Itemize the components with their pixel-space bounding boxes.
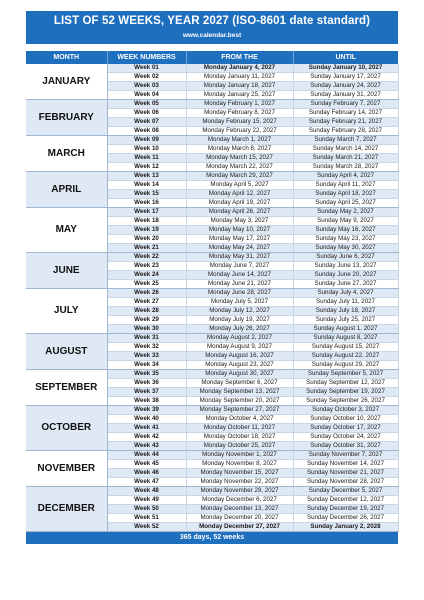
- from-date-cell: Monday March 22, 2027: [186, 163, 293, 172]
- until-date-cell: Sunday August 8, 2027: [293, 334, 398, 343]
- week-number-cell: Week 06: [107, 109, 186, 118]
- from-date-cell: Monday October 18, 2027: [186, 433, 293, 442]
- until-date-cell: Sunday February 7, 2027: [293, 100, 398, 109]
- week-number-cell: Week 05: [107, 100, 186, 109]
- from-date-cell: Monday April 26, 2027: [186, 208, 293, 217]
- from-date-cell: Monday April 12, 2027: [186, 190, 293, 199]
- until-date-cell: Sunday August 1, 2027: [293, 325, 398, 334]
- until-date-cell: Sunday January 10, 2027: [293, 64, 398, 73]
- week-number-cell: Week 21: [107, 244, 186, 253]
- table-row: [26, 253, 398, 262]
- until-date-cell: Sunday March 28, 2027: [293, 163, 398, 172]
- from-date-cell: Monday May 31, 2027: [186, 253, 293, 262]
- until-date-cell: Sunday December 26, 2027: [293, 514, 398, 523]
- week-number-cell: Week 31: [107, 334, 186, 343]
- table-row: [26, 487, 398, 496]
- from-date-cell: Monday August 30, 2027: [186, 370, 293, 379]
- week-number-cell: Week 15: [107, 190, 186, 199]
- until-date-cell: Sunday July 4, 2027: [293, 289, 398, 298]
- until-date-cell: Sunday December 12, 2027: [293, 496, 398, 505]
- week-number-cell: Week 25: [107, 280, 186, 289]
- week-number-cell: Week 30: [107, 325, 186, 334]
- until-date-cell: Sunday February 14, 2027: [293, 109, 398, 118]
- table-row: [26, 289, 398, 298]
- week-number-cell: Week 20: [107, 235, 186, 244]
- until-date-cell: Sunday May 23, 2027: [293, 235, 398, 244]
- week-number-cell: Week 40: [107, 415, 186, 424]
- from-date-cell: Monday December 13, 2027: [186, 505, 293, 514]
- calendar-sheet: [26, 11, 398, 544]
- week-number-cell: Week 37: [107, 388, 186, 397]
- until-date-cell: Sunday May 30, 2027: [293, 244, 398, 253]
- week-number-cell: Week 13: [107, 172, 186, 181]
- month-label: FEBRUARY: [26, 100, 107, 136]
- from-date-cell: Monday July 5, 2027: [186, 298, 293, 307]
- week-number-cell: Week 23: [107, 262, 186, 271]
- week-number-cell: Week 51: [107, 514, 186, 523]
- from-date-cell: Monday January 25, 2027: [186, 91, 293, 100]
- column-header-week: WEEK NUMBERS: [107, 51, 186, 64]
- week-number-cell: Week 39: [107, 406, 186, 415]
- until-date-cell: Sunday May 2, 2027: [293, 208, 398, 217]
- until-date-cell: Sunday May 16, 2027: [293, 226, 398, 235]
- week-number-cell: Week 03: [107, 82, 186, 91]
- until-date-cell: Sunday April 18, 2027: [293, 190, 398, 199]
- week-number-cell: Week 19: [107, 226, 186, 235]
- until-date-cell: Sunday October 31, 2027: [293, 442, 398, 451]
- week-number-cell: Week 01: [107, 64, 186, 73]
- until-date-cell: Sunday April 25, 2027: [293, 199, 398, 208]
- until-date-cell: Sunday January 31, 2027: [293, 91, 398, 100]
- week-number-cell: Week 26: [107, 289, 186, 298]
- from-date-cell: Monday January 4, 2027: [186, 64, 293, 73]
- week-number-cell: Week 27: [107, 298, 186, 307]
- until-date-cell: Sunday September 19, 2027: [293, 388, 398, 397]
- table-row: [26, 136, 398, 145]
- from-date-cell: Monday July 19, 2027: [186, 316, 293, 325]
- month-label: AUGUST: [26, 334, 107, 370]
- from-date-cell: Monday April 5, 2027: [186, 181, 293, 190]
- until-date-cell: Sunday January 24, 2027: [293, 82, 398, 91]
- week-number-cell: Week 52: [107, 523, 186, 532]
- page-title: LIST OF 52 WEEKS, YEAR 2027 (ISO-8601 date standard): [53, 15, 371, 27]
- month-label: NOVEMBER: [26, 451, 107, 487]
- week-number-cell: Week 12: [107, 163, 186, 172]
- from-date-cell: Monday November 1, 2027: [186, 451, 293, 460]
- month-label: MAY: [26, 208, 107, 253]
- until-date-cell: Sunday June 20, 2027: [293, 271, 398, 280]
- from-date-cell: Monday December 27, 2027: [186, 523, 293, 532]
- until-date-cell: Sunday August 15, 2027: [293, 343, 398, 352]
- until-date-cell: Sunday October 17, 2027: [293, 424, 398, 433]
- until-date-cell: Sunday October 24, 2027: [293, 433, 398, 442]
- month-label: JANUARY: [26, 64, 107, 100]
- column-header-month: MONTH: [26, 51, 107, 64]
- week-number-cell: Week 48: [107, 487, 186, 496]
- week-number-cell: Week 11: [107, 154, 186, 163]
- title-banner: [26, 11, 398, 44]
- until-date-cell: Sunday November 28, 2027: [293, 478, 398, 487]
- week-number-cell: Week 32: [107, 343, 186, 352]
- from-date-cell: Monday May 3, 2027: [186, 217, 293, 226]
- until-date-cell: Sunday November 21, 2027: [293, 469, 398, 478]
- month-label: DECEMBER: [26, 487, 107, 532]
- week-number-cell: Week 04: [107, 91, 186, 100]
- from-date-cell: Monday March 1, 2027: [186, 136, 293, 145]
- until-date-cell: Sunday March 14, 2027: [293, 145, 398, 154]
- from-date-cell: Monday June 14, 2027: [186, 271, 293, 280]
- table-row: [26, 64, 398, 73]
- from-date-cell: Monday August 23, 2027: [186, 361, 293, 370]
- table-body: [26, 64, 398, 532]
- from-date-cell: Monday October 25, 2027: [186, 442, 293, 451]
- site-name: www.calendar.best: [182, 32, 242, 39]
- week-number-cell: Week 07: [107, 118, 186, 127]
- from-date-cell: Monday July 26, 2027: [186, 325, 293, 334]
- weeks-table: [26, 51, 399, 532]
- month-label: JULY: [26, 289, 107, 334]
- from-date-cell: Monday August 2, 2027: [186, 334, 293, 343]
- until-date-cell: Sunday November 7, 2027: [293, 451, 398, 460]
- week-number-cell: Week 44: [107, 451, 186, 460]
- from-date-cell: Monday May 10, 2027: [186, 226, 293, 235]
- until-date-cell: Sunday March 21, 2027: [293, 154, 398, 163]
- until-date-cell: Sunday June 27, 2027: [293, 280, 398, 289]
- from-date-cell: Monday September 20, 2027: [186, 397, 293, 406]
- until-date-cell: Sunday January 17, 2027: [293, 73, 398, 82]
- until-date-cell: Sunday December 5, 2027: [293, 487, 398, 496]
- from-date-cell: Monday June 7, 2027: [186, 262, 293, 271]
- from-date-cell: Monday October 11, 2027: [186, 424, 293, 433]
- week-number-cell: Week 50: [107, 505, 186, 514]
- week-number-cell: Week 43: [107, 442, 186, 451]
- until-date-cell: Sunday September 26, 2027: [293, 397, 398, 406]
- until-date-cell: Sunday July 18, 2027: [293, 307, 398, 316]
- table-footer: 365 days, 52 weeks: [26, 532, 398, 544]
- until-date-cell: Sunday June 13, 2027: [293, 262, 398, 271]
- from-date-cell: Monday August 9, 2027: [186, 343, 293, 352]
- until-date-cell: Sunday September 5, 2027: [293, 370, 398, 379]
- month-label: SEPTEMBER: [26, 370, 107, 406]
- week-number-cell: Week 46: [107, 469, 186, 478]
- week-number-cell: Week 17: [107, 208, 186, 217]
- week-number-cell: Week 49: [107, 496, 186, 505]
- week-number-cell: Week 42: [107, 433, 186, 442]
- from-date-cell: Monday June 28, 2027: [186, 289, 293, 298]
- from-date-cell: Monday December 6, 2027: [186, 496, 293, 505]
- week-number-cell: Week 18: [107, 217, 186, 226]
- until-date-cell: Sunday August 22, 2027: [293, 352, 398, 361]
- week-number-cell: Week 47: [107, 478, 186, 487]
- from-date-cell: Monday September 6, 2027: [186, 379, 293, 388]
- from-date-cell: Monday May 24, 2027: [186, 244, 293, 253]
- week-number-cell: Week 45: [107, 460, 186, 469]
- table-row: [26, 370, 398, 379]
- from-date-cell: Monday February 1, 2027: [186, 100, 293, 109]
- until-date-cell: Sunday June 6, 2027: [293, 253, 398, 262]
- column-header-until: UNTIL: [293, 51, 398, 64]
- week-number-cell: Week 22: [107, 253, 186, 262]
- until-date-cell: Sunday March 7, 2027: [293, 136, 398, 145]
- until-date-cell: Sunday April 4, 2027: [293, 172, 398, 181]
- from-date-cell: Monday August 16, 2027: [186, 352, 293, 361]
- from-date-cell: Monday July 12, 2027: [186, 307, 293, 316]
- until-date-cell: Sunday October 10, 2027: [293, 415, 398, 424]
- from-date-cell: Monday November 15, 2027: [186, 469, 293, 478]
- week-number-cell: Week 08: [107, 127, 186, 136]
- week-number-cell: Week 10: [107, 145, 186, 154]
- from-date-cell: Monday November 29, 2027: [186, 487, 293, 496]
- from-date-cell: Monday April 19, 2027: [186, 199, 293, 208]
- from-date-cell: Monday March 15, 2027: [186, 154, 293, 163]
- from-date-cell: Monday January 18, 2027: [186, 82, 293, 91]
- from-date-cell: Monday February 15, 2027: [186, 118, 293, 127]
- week-number-cell: Week 09: [107, 136, 186, 145]
- until-date-cell: Sunday July 11, 2027: [293, 298, 398, 307]
- week-number-cell: Week 41: [107, 424, 186, 433]
- month-label: APRIL: [26, 172, 107, 208]
- until-date-cell: Sunday October 3, 2027: [293, 406, 398, 415]
- until-date-cell: Sunday April 11, 2027: [293, 181, 398, 190]
- until-date-cell: Sunday November 14, 2027: [293, 460, 398, 469]
- until-date-cell: Sunday July 25, 2027: [293, 316, 398, 325]
- week-number-cell: Week 28: [107, 307, 186, 316]
- month-label: OCTOBER: [26, 406, 107, 451]
- table-row: [26, 406, 398, 415]
- table-row: [26, 334, 398, 343]
- from-date-cell: Monday March 8, 2027: [186, 145, 293, 154]
- week-number-cell: Week 38: [107, 397, 186, 406]
- week-number-cell: Week 24: [107, 271, 186, 280]
- table-header-row: [26, 51, 398, 64]
- until-date-cell: Sunday December 19, 2027: [293, 505, 398, 514]
- table-row: [26, 172, 398, 181]
- until-date-cell: Sunday February 28, 2027: [293, 127, 398, 136]
- until-date-cell: Sunday August 29, 2027: [293, 361, 398, 370]
- from-date-cell: Monday May 17, 2027: [186, 235, 293, 244]
- from-date-cell: Monday January 11, 2027: [186, 73, 293, 82]
- column-header-from: FROM THE: [186, 51, 293, 64]
- week-number-cell: Week 14: [107, 181, 186, 190]
- week-number-cell: Week 29: [107, 316, 186, 325]
- from-date-cell: Monday September 13, 2027: [186, 388, 293, 397]
- month-label: JUNE: [26, 253, 107, 289]
- week-number-cell: Week 35: [107, 370, 186, 379]
- week-number-cell: Week 02: [107, 73, 186, 82]
- from-date-cell: Monday February 22, 2027: [186, 127, 293, 136]
- from-date-cell: Monday September 27, 2027: [186, 406, 293, 415]
- from-date-cell: Monday December 20, 2027: [186, 514, 293, 523]
- from-date-cell: Monday November 22, 2027: [186, 478, 293, 487]
- from-date-cell: Monday November 8, 2027: [186, 460, 293, 469]
- week-number-cell: Week 16: [107, 199, 186, 208]
- from-date-cell: Monday June 21, 2027: [186, 280, 293, 289]
- from-date-cell: Monday October 4, 2027: [186, 415, 293, 424]
- week-number-cell: Week 34: [107, 361, 186, 370]
- month-label: MARCH: [26, 136, 107, 172]
- week-number-cell: Week 33: [107, 352, 186, 361]
- until-date-cell: Sunday January 2, 2028: [293, 523, 398, 532]
- table-row: [26, 208, 398, 217]
- until-date-cell: Sunday September 12, 2027: [293, 379, 398, 388]
- table-row: [26, 451, 398, 460]
- week-number-cell: Week 36: [107, 379, 186, 388]
- until-date-cell: Sunday February 21, 2027: [293, 118, 398, 127]
- from-date-cell: Monday March 29, 2027: [186, 172, 293, 181]
- until-date-cell: Sunday May 9, 2027: [293, 217, 398, 226]
- from-date-cell: Monday February 8, 2027: [186, 109, 293, 118]
- table-row: [26, 100, 398, 109]
